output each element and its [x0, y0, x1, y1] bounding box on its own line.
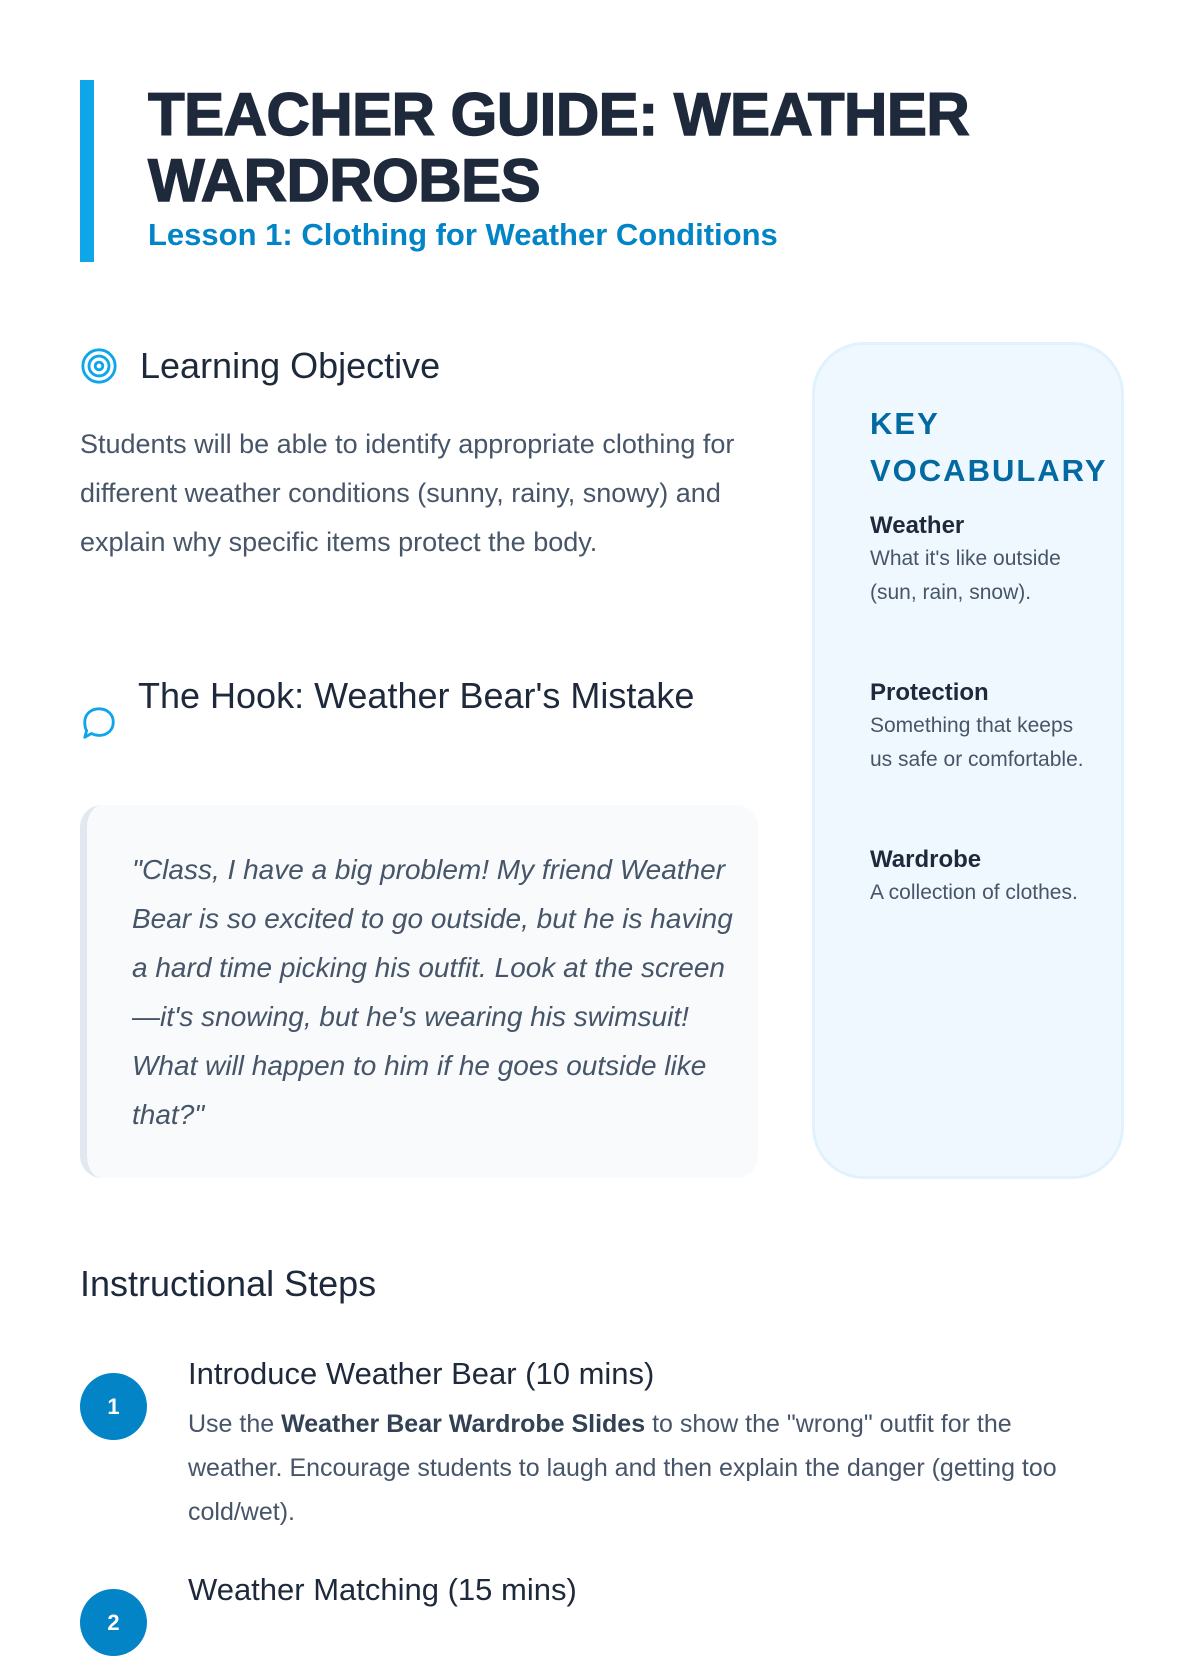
step-description [188, 1402, 1108, 1534]
step-desc-text: to show the "wrong" outfit for the weather. Encourage students to laugh and then explain the danger (getting too cold/wet). [188, 1410, 1057, 1526]
instructional-steps-heading: Instructional Steps [80, 1263, 377, 1304]
key-vocabulary-panel [812, 342, 1124, 1179]
step-number-badge: 2 [80, 1589, 147, 1656]
vocab-term: Protection [870, 679, 989, 706]
hook-quote-text: "Class, I have a big problem! My friend Weather Bear is so excited to go outside, but he is having a hard time picking his outfit. Look at the screen—it's snowing, but he's wearing his swimsuit! What will happen to him if he goes outside like that?" [132, 854, 733, 1130]
vocab-term: Wardrobe [870, 846, 982, 873]
vocab-definition: What it's like outside (sun, rain, snow). [870, 547, 1061, 604]
accent-bar [80, 80, 94, 262]
hook-heading: The Hook: Weather Bear's Mistake [138, 675, 695, 716]
page-title: TEACHER GUIDE: WEATHER WARDROBES [148, 81, 970, 214]
hook-quote-box [80, 805, 758, 1178]
page-subtitle: Lesson 1: Clothing for Weather Conditions [148, 217, 778, 252]
step-title: Weather Matching (15 mins) [188, 1572, 577, 1607]
page-header [80, 80, 1120, 262]
step-desc-text: Use the [188, 1410, 282, 1438]
vocab-item-wardrobe [870, 844, 1100, 910]
learning-objective-text: Students will be able to identify appropriate clothing for different weather conditions (sunny, rainy, snowy) and explain why specific items protect the body. [80, 429, 735, 557]
learning-objective-heading: Learning Objective [140, 345, 441, 386]
vocab-item-weather [870, 510, 1100, 610]
step-number-badge: 1 [80, 1373, 147, 1440]
vocab-item-protection [870, 677, 1100, 777]
resource-name: Weather Bear Wardrobe Slides [281, 1410, 646, 1438]
vocab-term: Weather [870, 512, 965, 539]
step-title: Introduce Weather Bear (10 mins) [188, 1356, 655, 1391]
target-icon [80, 347, 118, 385]
chat-bubble-icon [80, 705, 118, 743]
vocabulary-heading: KEY VOCABULARY [870, 406, 1108, 488]
vocab-definition: Something that keeps us safe or comfortable. [870, 714, 1084, 771]
vocab-definition: A collection of clothes. [870, 881, 1078, 904]
